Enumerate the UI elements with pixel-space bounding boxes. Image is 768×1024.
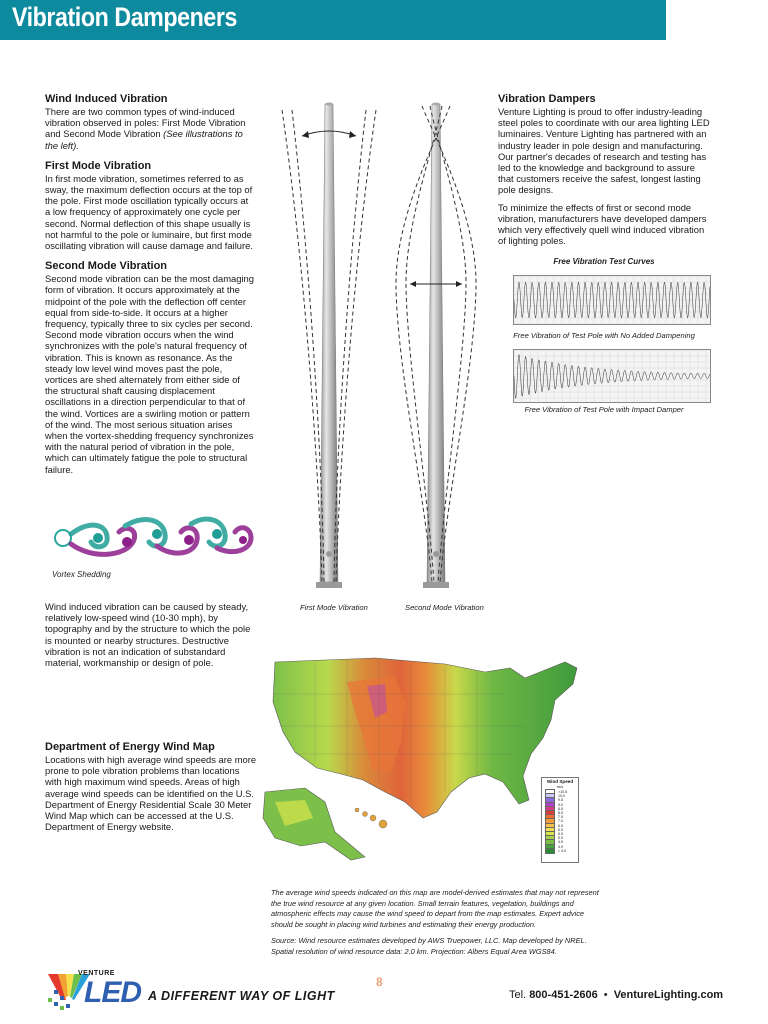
right-column: [498, 93, 710, 246]
legend-label: >10.5: [558, 790, 568, 795]
legend-label: 7.0: [558, 819, 563, 824]
curve-impact-damper: [513, 349, 711, 403]
legend-label: 10.0: [558, 794, 565, 799]
wind-text: Wind induced vibration can be caused by steady, relatively low-speed wind (10-30 mph), by topography and by the structure to which the pole is mounted or nearby structures. Destructive vibration is not an indication of substandard material, workmanship or design of pole.: [45, 601, 251, 669]
dampers-text-1: Venture Lighting is proud to offer industry-leading steel poles to coordinate with our area lighting LED luminaires. Venture Lighting has partnered with an industry leader in pole design and manufacturing. Our partner's decades of research and testing has led to the knowledge and background to assure that customers receive the safest, longest lasting pole designs.: [498, 106, 710, 196]
vortex-illustration: [45, 502, 257, 568]
legend-label: 4.5: [558, 840, 563, 845]
first-mode-caption: First Mode Vibration: [300, 603, 368, 612]
intro-heading: Wind Induced Vibration: [45, 93, 168, 105]
curve1-caption: Free Vibration of Test Pole with No Added Dampening: [513, 331, 695, 340]
legend-title: Wind Speed: [546, 779, 574, 784]
legend-label: 8.0: [558, 811, 563, 816]
page-number: 8: [376, 975, 383, 989]
legend-label: 8.5: [558, 806, 563, 811]
legend-label: 6.5: [558, 823, 563, 828]
dampers-heading: Vibration Dampers: [498, 93, 596, 105]
intro-text: There are two common types of wind-induced vibration observed in poles: First Mode Vibration and Second Mode Vibration: [45, 106, 246, 140]
vortex-caption: Vortex Shedding: [52, 570, 111, 579]
page-title: Vibration Dampeners: [12, 2, 237, 32]
footer-tagline: A DIFFERENT WAY OF LIGHT: [148, 989, 335, 1003]
legend-row: [545, 849, 578, 853]
doe-heading: Department of Energy Wind Map: [45, 741, 215, 753]
doe-text: Locations with high average wind speeds are more prone to pole vibration problems than locations with high maximum wind speeds. Areas of high average wind speeds can be identified on the U.S. Department of Energy Residential Scale 30 Meter Wind Map which can be accessed at the U.S. Department of Energy website.: [45, 754, 257, 833]
damped-waveform: [514, 355, 710, 399]
legend-label: 9.5: [558, 798, 563, 803]
second-mode-caption: Second Mode Vibration: [405, 603, 484, 612]
left-column: [45, 93, 255, 475]
dampers-text-2: To minimize the effects of first or second mode vibration, manufacturers have developed dampers which very effectively quell wind induced vibration of lighting poles.: [498, 201, 707, 247]
legend-label: 9.0: [558, 802, 563, 807]
map-source: Source: Wind resource estimates developed by AWS Truepower, LLC. Map developed by NREL. Spatial resolution of wind resource data: 2.0 km. Projection: Albers Equal Area WGS84.: [271, 936, 587, 956]
title-banner: [0, 0, 666, 40]
legend-label: 6.0: [558, 827, 563, 832]
first-mode-text: In first mode vibration, sometimes referred to as sway, the maximum deflection occurs at the top of the pole. First mode oscillation typically occurs at a low frequency of approximately one cycle per second. Normal deflection of this shape usually is not harmful to the pole or luminaire, but first mode oscillating vibration will cause damage and failure.: [45, 172, 253, 252]
venture-led-logo: [44, 970, 144, 1014]
legend-unit: m/s: [556, 784, 564, 789]
legend-label: < 4.0: [558, 848, 567, 853]
legend-rows: [542, 790, 578, 853]
doe-block: [45, 741, 257, 832]
phone-number: 800-451-2606: [529, 989, 598, 1001]
legend-label: 5.0: [558, 836, 563, 841]
legend-swatch: [545, 848, 555, 854]
tel-label: Tel.: [509, 989, 527, 1001]
brand-bottom: LED: [84, 976, 141, 1009]
pole-illustration: [272, 96, 492, 602]
intro-note: (See illustrations to the left).: [45, 128, 243, 151]
website-link[interactable]: VentureLighting.com: [613, 989, 724, 1001]
wind-paragraph-block: [45, 601, 257, 668]
legend-label: 7.5: [558, 815, 563, 820]
first-mode-heading: First Mode Vibration: [45, 159, 152, 172]
footer-contact: [509, 989, 723, 1001]
map-note: The average wind speeds indicated on this map are model-derived estimates that may not represent the true wind resource at any given location. Small terrain features, vegetation, buildings and atmospheric effects may cause the wind speed to depart from the map estimates. Expert advice should be sought in placing wind turbines and estimating their energy production.: [271, 888, 599, 929]
intro-paragraph: [45, 106, 255, 151]
legend-label: 4.0: [558, 844, 563, 849]
separator: •: [603, 989, 608, 1001]
curve-no-damping: [513, 275, 711, 325]
second-mode-text: Second mode vibration can be the most damaging form of vibration. It occurs approximately at the midpoint of the pole with the deflection off center equal from side-to-side. It occurs at a higher frequency, typically three to six cycles per second. Second mode vibration occurs when the wind synchronizes with the pole's natural frequency of vibration. This is known as resonance. As the steady low level wind moves past the pole, vortices are shed alternately from either side of the structural shaft causing displacement oscillations in a direction perpendicular to that of the wind. Vortices are a swirling motion or pattern of the wind. The most serious situation arises when the vortex-shedding frequency synchronizes with the natural period of vibration in the pole, which can ultimately fatigue the pole to structural failure.: [45, 273, 254, 475]
legend-label: 5.5: [558, 831, 563, 836]
curve2-caption: Free Vibration of Test Pole with Impact Damper: [524, 405, 684, 414]
second-mode-heading: Second Mode Vibration: [45, 260, 168, 273]
map-notes: [271, 888, 601, 958]
curves-title: Free Vibration Test Curves: [553, 257, 655, 266]
map-legend: [541, 777, 579, 863]
brand-top: VENTURE: [78, 970, 115, 977]
